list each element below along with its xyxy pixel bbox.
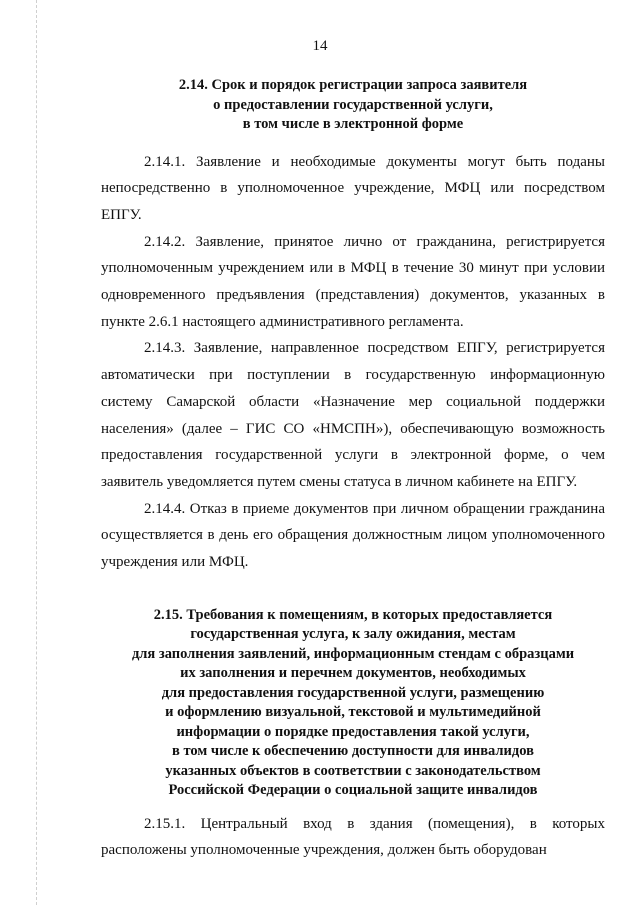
heading-line: и оформлению визуальной, текстовой и мультимедийной [165, 704, 541, 721]
heading-line: государственная услуга, к залу ожидания, местам [190, 626, 516, 643]
heading-line: 2.15. Требования к помещениям, в которых предоставляется [153, 606, 553, 623]
heading-line: 2.14. Срок и порядок регистрации запроса заявителя [178, 77, 528, 93]
heading-line: информации о порядке предоставления такой услуги, [176, 723, 530, 740]
heading-line: в том числе в электронной форме [242, 116, 464, 132]
binding-margin-line [36, 0, 37, 905]
paragraph-2-15-1: 2.15.1. Центральный вход в здания (помещения), в которых расположены уполномоченные учреждения, должен быть оборудован [101, 815, 605, 859]
heading-line: их заполнения и перечнем документов, необходимых [180, 665, 526, 682]
section-2-15-heading [101, 606, 605, 801]
paragraph-2-14-2: 2.14.2. Заявление, принятое лично от гражданина, регистрируется уполномоченным учреждением или в МФЦ в течение 30 минут при условии одновременного предъявления (представления) документов, указанных в пункте 2.6.1 настоящего административного регламента. [101, 233, 605, 330]
section-2-14-heading [101, 76, 605, 135]
heading-line: в том числе к обеспечению доступности для инвалидов [172, 743, 534, 760]
document-body [101, 76, 605, 864]
page-number: 14 [312, 38, 328, 54]
paragraph-2-14-3: 2.14.3. Заявление, направленное посредством ЕПГУ, регистрируется автоматически при поступлении в государственную информационную систему Самарской области «Назначение мер социальной поддержки населения» (далее – ГИС СО «НМСПН»), обеспечивающую возможность предоставления государственной услуги в электронной форме, о чем заявитель уведомляется путем смены статуса в личном кабинете на ЕПГУ. [101, 340, 605, 490]
paragraph-2-14-1: 2.14.1. Заявление и необходимые документы могут быть поданы непосредственно в уполномоченное учреждение, МФЦ или посредством ЕПГУ. [101, 153, 605, 223]
heading-line: Российской Федерации о социальной защите инвалидов [168, 782, 538, 799]
heading-line: указанных объектов в соответствии с законодательством [165, 762, 541, 779]
heading-line: о предоставлении государственной услуги, [213, 96, 493, 113]
heading-line: для предоставления государственной услуги, размещению [161, 684, 545, 701]
paragraph-2-14-4: 2.14.4. Отказ в приеме документов при личном обращении гражданина осуществляется в день его обращения должностным лицом уполномоченного учреждения или МФЦ. [101, 500, 605, 571]
heading-line: для заполнения заявлений, информационным стендам с образцами [131, 645, 575, 662]
